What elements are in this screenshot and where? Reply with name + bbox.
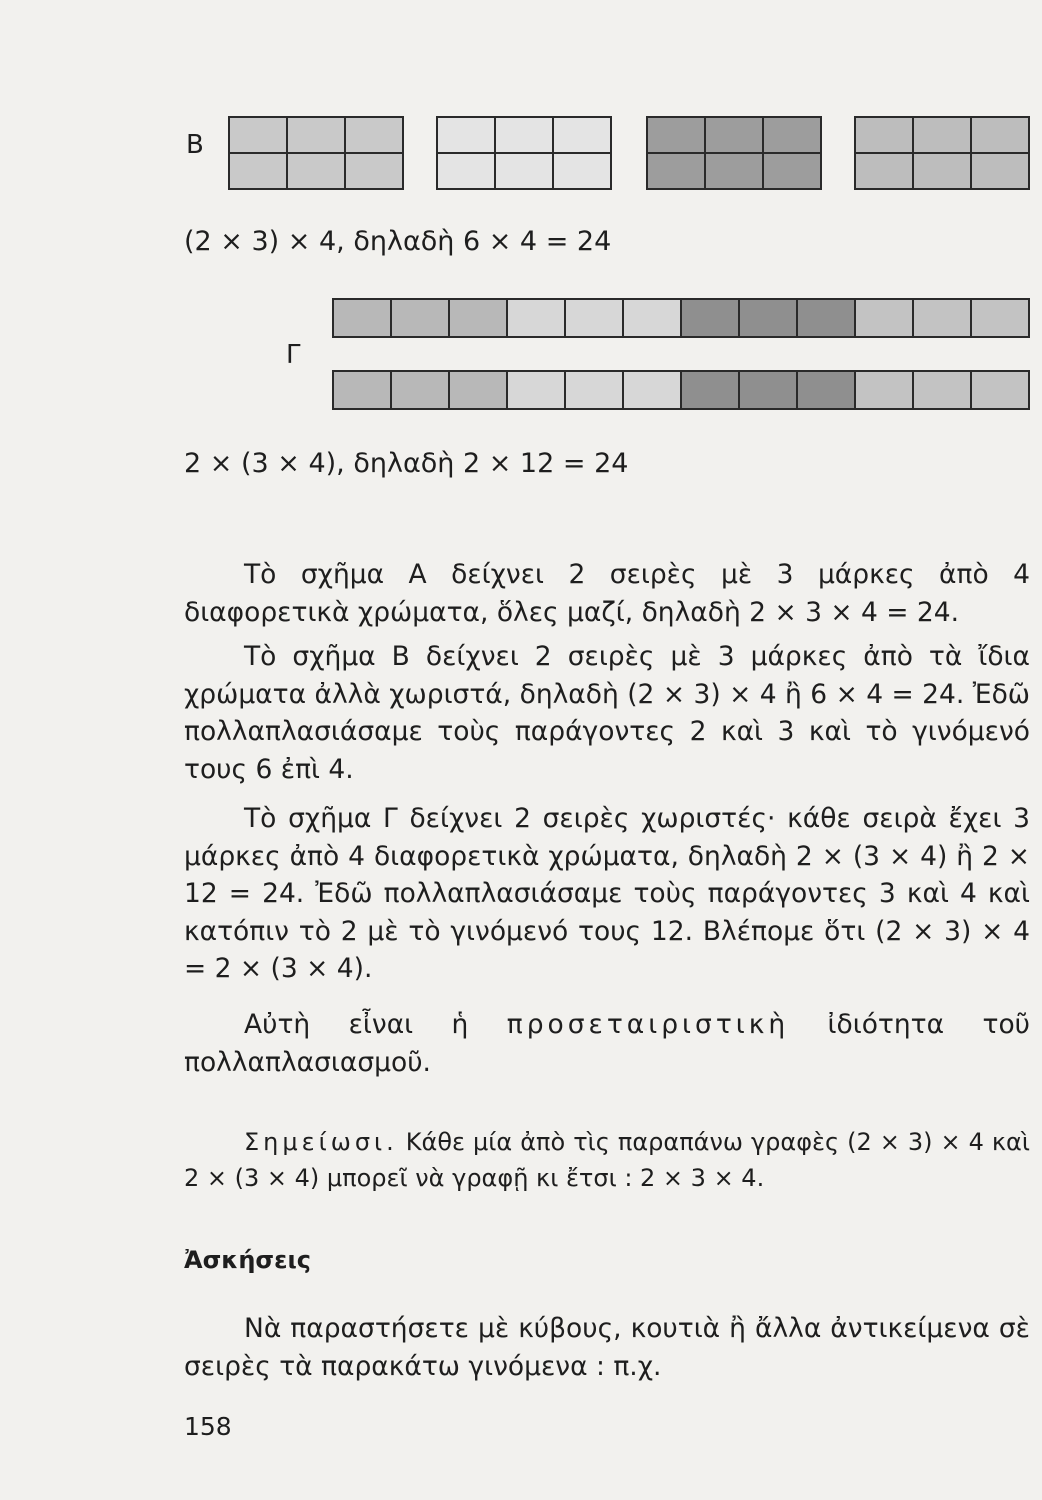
exercises-text-paragraph: [184, 1310, 1030, 1385]
stamp-cell: [648, 154, 704, 188]
stamp-cell: [392, 300, 448, 336]
stamp-cell: [230, 118, 286, 152]
stamp-cell: [334, 372, 390, 408]
figure-b-label: B: [186, 130, 204, 160]
stamp-cell: [392, 372, 448, 408]
stamp-cell: [764, 154, 820, 188]
figure-b-group-2: [436, 116, 612, 190]
stamp-cell: [288, 154, 344, 188]
paragraph-figure-c-text: Τὸ σχῆμα Γ δείχνει 2 σειρὲς χωριστές· κάθε σειρὰ ἔχει 3 μάρκες ἀπὸ 4 διαφορετικὰ χρώματα, δηλαδὴ 2 × (3 × 4) ἢ 2 × 12 = 24. Ἐδῶ πολλαπλασιάσαμε τοὺς παράγοντες 3 καὶ 4 καὶ κατόπιν τὸ 2 μὲ τὸ γινόμενό τους 12. Βλέπομε ὅτι (2 × 3) × 4 = 2 × (3 × 4).: [184, 803, 1030, 984]
stamp-cell: [914, 300, 970, 336]
associative-text-before: Αὐτὴ εἶναι ἡ: [244, 1009, 507, 1040]
stamp-cell: [624, 372, 680, 408]
stamp-cell: [508, 300, 564, 336]
associative-text-after: ἰδιότητα τοῦ πολλαπλασιασμοῦ.: [184, 1009, 1030, 1078]
stamp-cell: [438, 118, 494, 152]
figure-c-row-1: [332, 298, 1030, 338]
note-label: Σημείωσι.: [244, 1128, 398, 1156]
figure-b-group-3: [646, 116, 822, 190]
stamp-cell: [764, 118, 820, 152]
note-text: Κάθε μία ἀπὸ τὶς παραπάνω γραφὲς (2 × 3) × 4 καὶ 2 × (3 × 4) μπορεῖ νὰ γραφῇ κι ἔτσι : 2 × 3 × 4.: [184, 1128, 1030, 1192]
stamp-cell: [914, 118, 970, 152]
page-number: 158: [184, 1412, 232, 1441]
stamp-cell: [554, 154, 610, 188]
exercises-heading: Ἀσκήσεις: [184, 1246, 312, 1274]
paragraph-figure-b-text: Τὸ σχῆμα Β δείχνει 2 σειρὲς μὲ 3 μάρκες ἀπὸ τὰ ἴδια χρώματα ἀλλὰ χωριστά, δηλαδὴ (2 × 3) × 4 ἢ 6 × 4 = 24. Ἐδῶ πολλαπλασιάσαμε τοὺς παράγοντες 2 καὶ 3 καὶ τὸ γινόμενό τους 6 ἐπὶ 4.: [184, 641, 1030, 785]
stamp-cell: [450, 300, 506, 336]
stamp-cell: [554, 118, 610, 152]
stamp-cell: [450, 372, 506, 408]
paragraph-figure-a: [184, 556, 1030, 631]
stamp-cell: [508, 372, 564, 408]
stamp-cell: [706, 118, 762, 152]
paragraph-figure-a-text: Τὸ σχῆμα Α δείχνει 2 σειρὲς μὲ 3 μάρκες ἀπὸ 4 διαφορετικὰ χρώματα, ὅλες μαζί, δηλαδὴ 2 × 3 × 4 = 24.: [184, 559, 1030, 628]
stamp-cell: [972, 372, 1028, 408]
figure-c-formula: 2 × (3 × 4), δηλαδὴ 2 × 12 = 24: [184, 448, 629, 479]
paragraph-associative-property: [184, 1006, 1030, 1081]
stamp-cell: [682, 300, 738, 336]
stamp-cell: [972, 300, 1028, 336]
stamp-cell: [706, 154, 762, 188]
stamp-cell: [972, 154, 1028, 188]
stamp-cell: [230, 154, 286, 188]
stamp-cell: [648, 118, 704, 152]
stamp-cell: [438, 154, 494, 188]
paragraph-figure-c: [184, 800, 1030, 988]
stamp-cell: [798, 372, 854, 408]
stamp-cell: [856, 154, 912, 188]
stamp-cell: [972, 118, 1028, 152]
stamp-cell: [496, 154, 552, 188]
stamp-cell: [798, 300, 854, 336]
stamp-cell: [856, 300, 912, 336]
stamp-cell: [496, 118, 552, 152]
paragraph-figure-b: [184, 638, 1030, 788]
stamp-cell: [914, 154, 970, 188]
stamp-cell: [566, 300, 622, 336]
stamp-cell: [334, 300, 390, 336]
figure-b-group-4: [854, 116, 1030, 190]
figure-b-group-1: [228, 116, 404, 190]
note-paragraph: [184, 1124, 1030, 1196]
figure-c-label: Γ: [286, 340, 301, 370]
stamp-cell: [914, 372, 970, 408]
stamp-cell: [346, 154, 402, 188]
figure-b-formula: (2 × 3) × 4, δηλαδὴ 6 × 4 = 24: [184, 226, 612, 257]
stamp-cell: [346, 118, 402, 152]
stamp-cell: [288, 118, 344, 152]
stamp-cell: [740, 372, 796, 408]
stamp-cell: [856, 372, 912, 408]
exercises-text: Νὰ παραστήσετε μὲ κύβους, κουτιὰ ἢ ἄλλα ἀντικείμενα σὲ σειρὲς τὰ παρακάτω γινόμενα : π.χ.: [184, 1313, 1030, 1382]
stamp-cell: [566, 372, 622, 408]
stamp-cell: [624, 300, 680, 336]
stamp-cell: [856, 118, 912, 152]
stamp-cell: [682, 372, 738, 408]
figure-c-row-2: [332, 370, 1030, 410]
associative-term: προσεταιριστικὴ: [506, 1009, 790, 1040]
stamp-cell: [740, 300, 796, 336]
